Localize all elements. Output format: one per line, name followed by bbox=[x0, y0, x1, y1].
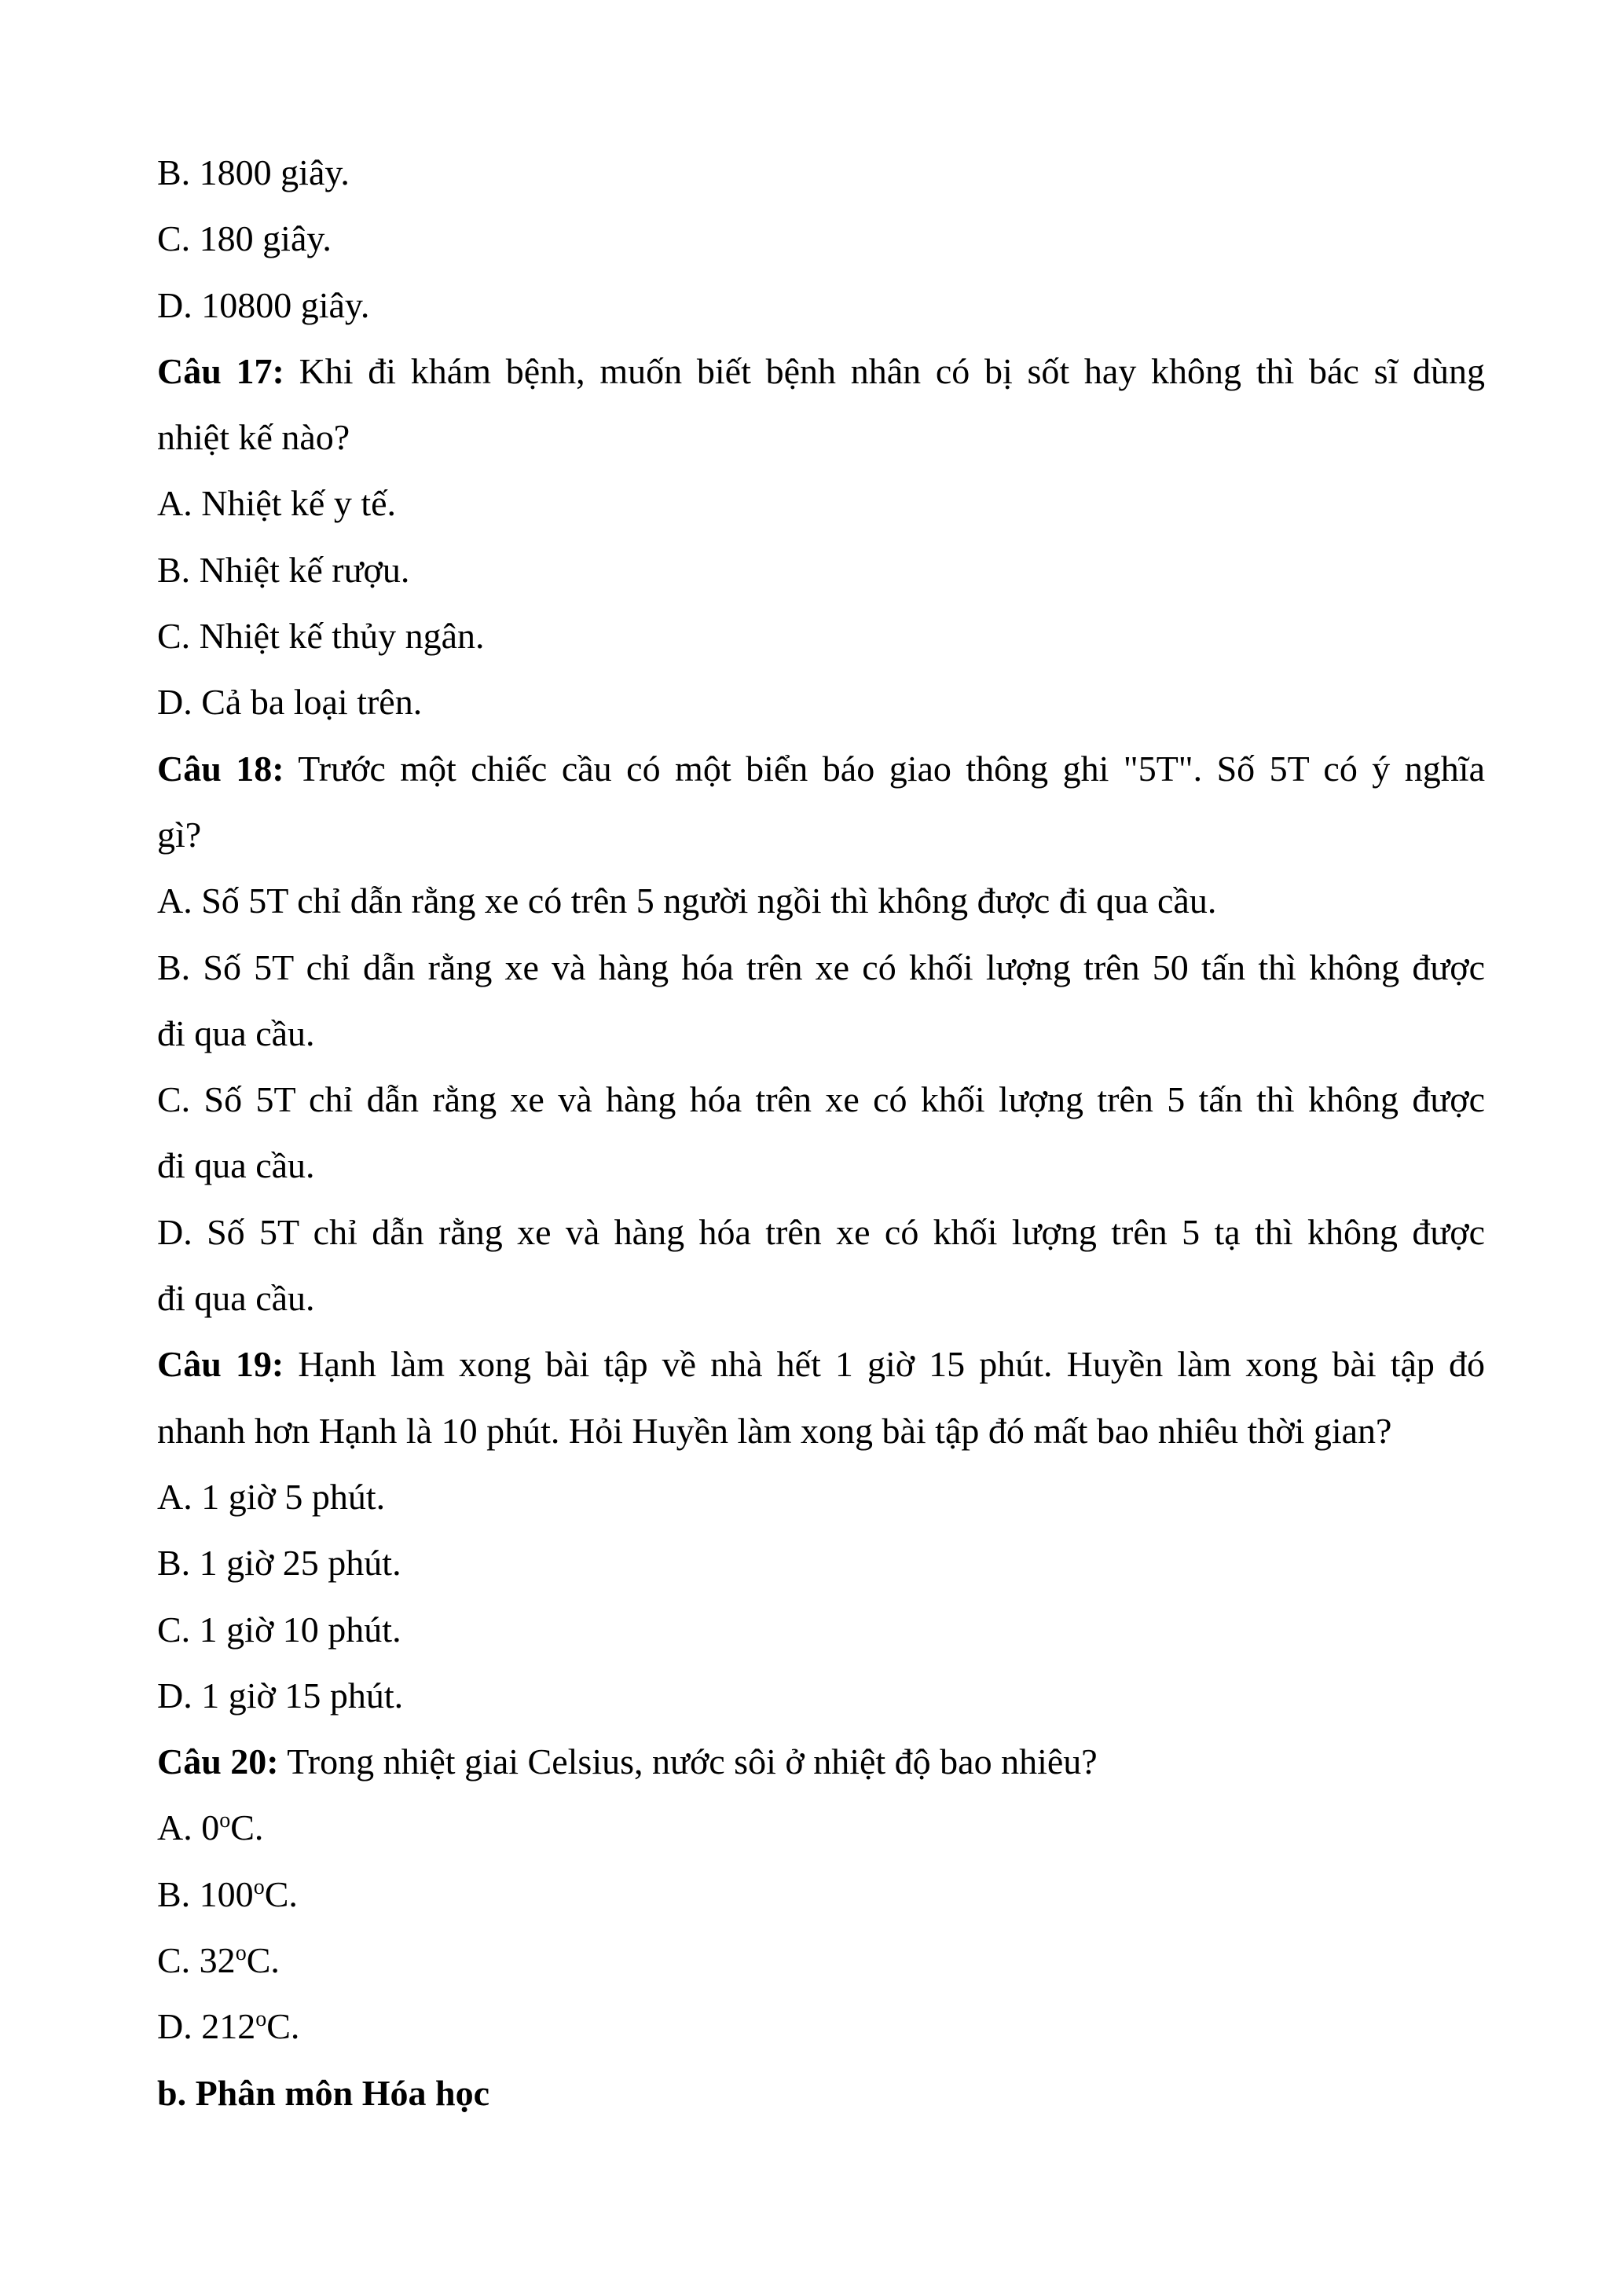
q18-option-d-line1: D. Số 5T chỉ dẫn rằng xe và hàng hóa trên xe có khối lượng trên 5 tạ thì không được bbox=[157, 1211, 1485, 1252]
q18-label: Câu 18: bbox=[157, 748, 284, 789]
q18-option-b-line1: B. Số 5T chỉ dẫn rằng xe và hàng hóa trên xe có khối lượng trên 50 tấn thì không được bbox=[157, 947, 1485, 987]
degree-mark: o bbox=[255, 2007, 267, 2032]
unit-suffix: C. bbox=[264, 1873, 298, 1914]
q20-option-d bbox=[157, 1994, 1485, 2060]
q20-option-c bbox=[157, 1928, 1485, 1994]
q16-option-c: C. 180 giây. bbox=[157, 218, 332, 259]
q20-option-b-value: B. 100 bbox=[157, 1873, 254, 1914]
q18-option-b-line2: đi qua cầu. bbox=[157, 1013, 315, 1053]
q17-text-line1: Khi đi khám bệnh, muốn biết bệnh nhân có bị sốt hay không thì bác sĩ dùng bbox=[284, 350, 1486, 391]
q20-option-b bbox=[157, 1862, 1485, 1928]
degree-mark: o bbox=[235, 1941, 247, 1966]
q19-option-b: B. 1 giờ 25 phút. bbox=[157, 1543, 401, 1584]
q19-option-d: D. 1 giờ 15 phút. bbox=[157, 1675, 404, 1716]
unit-suffix: C. bbox=[230, 1807, 264, 1848]
q19-question bbox=[157, 1331, 1485, 1397]
q18-question bbox=[157, 736, 1485, 802]
q17-option-d: D. Cả ba loại trên. bbox=[157, 682, 423, 723]
q20-option-d-value: D. 212 bbox=[157, 2006, 256, 2047]
q17-question bbox=[157, 339, 1485, 405]
degree-mark: o bbox=[253, 1874, 265, 1899]
q18-option-a: A. Số 5T chỉ dẫn rằng xe có trên 5 người ngồi thì không được đi qua cầu. bbox=[157, 881, 1217, 921]
q20-question bbox=[157, 1729, 1485, 1795]
q20-option-a bbox=[157, 1795, 1485, 1861]
q18-option-c-line1: C. Số 5T chỉ dẫn rằng xe và hàng hóa trên xe có khối lượng trên 5 tấn thì không được bbox=[157, 1079, 1485, 1120]
unit-suffix: C. bbox=[266, 2006, 300, 2047]
q18-option-c-line2: đi qua cầu. bbox=[157, 1145, 315, 1186]
q18-text-line1: Trước một chiếc cầu có một biển báo giao thông ghi "5T". Số 5T có ý nghĩa bbox=[284, 748, 1485, 789]
q20-option-c-value: C. 32 bbox=[157, 1940, 236, 1981]
q19-text-line1: Hạnh làm xong bài tập về nhà hết 1 giờ 15 phút. Huyền làm xong bài tập đó bbox=[284, 1344, 1485, 1385]
unit-suffix: C. bbox=[246, 1940, 280, 1981]
q17-option-c: C. Nhiệt kế thủy ngân. bbox=[157, 616, 485, 657]
q18-option-d-line2: đi qua cầu. bbox=[157, 1278, 315, 1319]
q20-option-a-value: A. 0 bbox=[157, 1807, 220, 1848]
q20-label: Câu 20: bbox=[157, 1741, 279, 1782]
q19-label: Câu 19: bbox=[157, 1344, 284, 1385]
q17-text-line2: nhiệt kế nào? bbox=[157, 417, 350, 458]
degree-mark: o bbox=[219, 1808, 231, 1833]
q17-label: Câu 17: bbox=[157, 350, 284, 391]
q16-option-d: D. 10800 giây. bbox=[157, 284, 370, 325]
q17-option-b: B. Nhiệt kế rượu. bbox=[157, 549, 410, 590]
q16-option-b: B. 1800 giây. bbox=[157, 152, 350, 192]
q18-text-line2: gì? bbox=[157, 814, 202, 855]
q20-text: Trong nhiệt giai Celsius, nước sôi ở nhiệt độ bao nhiêu? bbox=[278, 1741, 1098, 1782]
q19-text-line2: nhanh hơn Hạnh là 10 phút. Hỏi Huyền làm xong bài tập đó mất bao nhiêu thời gian? bbox=[157, 1410, 1392, 1451]
q17-option-a: A. Nhiệt kế y tế. bbox=[157, 483, 397, 524]
q19-option-a: A. 1 giờ 5 phút. bbox=[157, 1476, 386, 1517]
document-page bbox=[157, 140, 1485, 2126]
q19-option-c: C. 1 giờ 10 phút. bbox=[157, 1609, 401, 1650]
section-heading: b. Phân môn Hóa học bbox=[157, 2072, 490, 2113]
